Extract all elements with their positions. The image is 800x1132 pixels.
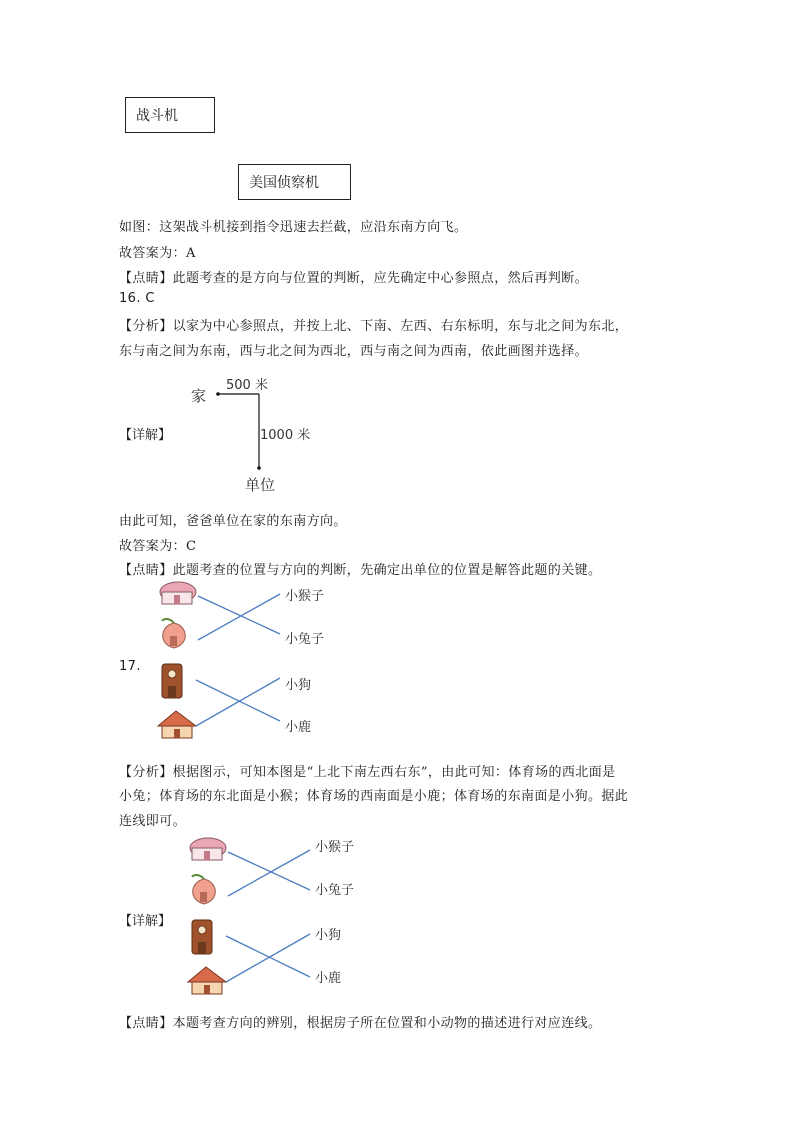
q16-conclusion: 由此可知，爸爸单位在家的东南方向。	[119, 514, 347, 529]
q15-answer: 故答案为：A	[119, 246, 196, 261]
q16-point: 【点睛】此题考查的位置与方向的判断，先确定出单位的位置是解答此题的关键。	[119, 563, 602, 578]
q17-number: 17.	[119, 659, 141, 674]
roof-house-icon	[188, 967, 226, 994]
label-deer-1: 小鹿	[285, 720, 312, 735]
fighter-label: 战斗机	[136, 108, 178, 124]
q16-header: 16. C	[119, 291, 155, 306]
q16-detail-tag: 【详解】	[119, 428, 172, 443]
q16-answer: 故答案为：C	[119, 539, 197, 554]
recon-plane-box	[238, 164, 351, 200]
tree-house-icon	[192, 920, 212, 954]
mushroom-house-icon	[190, 838, 226, 860]
fighter-box	[125, 97, 215, 133]
peach-house-icon	[192, 875, 215, 904]
label-rabbit-2: 小兔子	[315, 883, 355, 898]
work-label: 单位	[245, 476, 276, 494]
peach-house-icon	[162, 619, 185, 648]
label-rabbit-1: 小兔子	[285, 632, 325, 647]
q17-detail-tag: 【详解】	[119, 914, 172, 929]
dist-south-label: 1000 米	[260, 428, 311, 443]
q17-analysis-1: 【分析】根据图示，可知本图是“上北下南左西右东”，由此可知：体育场的西北面是	[119, 765, 616, 780]
q17-matching-figure-2	[180, 834, 380, 994]
label-monkey-2: 小猴子	[315, 840, 355, 855]
recon-plane-label: 美国侦察机	[249, 175, 319, 191]
q17-analysis-2: 小兔；体育场的东北面是小猴；体育场的西南面是小鹿；体育场的东南面是小狗。据此	[119, 789, 629, 804]
tree-house-icon	[162, 664, 182, 698]
home-label: 家	[191, 387, 207, 405]
dist-east-label: 500 米	[226, 378, 268, 393]
label-dog-1: 小狗	[285, 678, 312, 693]
mushroom-house-icon	[160, 582, 196, 604]
q15-answer-text: 如图：这架战斗机接到指令迅速去拦截，应沿东南方向飞。	[119, 220, 468, 235]
q17-point: 【点睛】本题考查方向的辨别，根据房子所在位置和小动物的描述进行对应连线。	[119, 1016, 602, 1031]
roof-house-icon	[158, 711, 196, 738]
work-point	[257, 466, 261, 470]
label-deer-2: 小鹿	[315, 971, 342, 986]
label-dog-2: 小狗	[315, 928, 342, 943]
q15-point: 【点睛】此题考查的是方向与位置的判断，应先确定中心参照点，然后再判断。	[119, 271, 589, 286]
label-monkey-1: 小猴子	[285, 589, 325, 604]
q16-analysis-2: 东与南之间为东南，西与北之间为西北，西与南之间为西南，依此画图并选择。	[119, 344, 589, 359]
q17-analysis-3: 连线即可。	[119, 814, 187, 829]
q16-analysis-1: 【分析】以家为中心参照点，并按上北、下南、左西、右东标明，东与北之间为东北，	[119, 319, 629, 334]
